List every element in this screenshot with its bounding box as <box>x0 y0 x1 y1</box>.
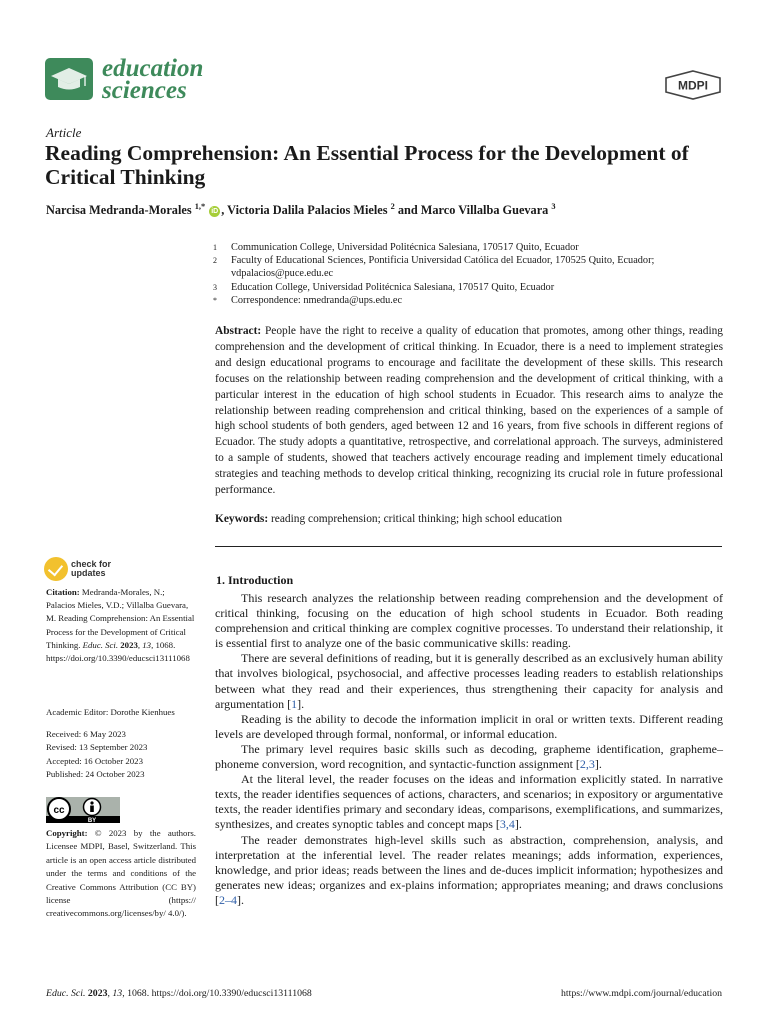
citation-label: Citation: <box>46 587 80 597</box>
date-published: Published: 24 October 2023 <box>46 768 145 779</box>
keywords-text: reading comprehension; critical thinking; high school education <box>271 513 563 525</box>
check-updates-label <box>71 560 111 579</box>
citation-link[interactable]: 3,4 <box>499 817 515 832</box>
journal-name-line2: sciences <box>102 77 187 104</box>
footer-volume: 13 <box>112 988 123 999</box>
citation-block: Citation: Medranda-Morales, N.; Palacios Mieles, V.D.; Villalba Guevara, M. Reading Comprehension: An Essential Process for the Development of Critical Thinking. Educ. Sci. 2023, 13, 1068. https://doi.org/10.3390/educsci13111068 <box>46 587 195 664</box>
affiliation-mark: * <box>213 295 217 305</box>
section-heading: 1. Introduction <box>216 573 294 587</box>
journal-logo-icon <box>45 58 93 100</box>
citation-text: Medranda-Morales, N.; Palacios Mieles, V.D.; Villalba Guevara, M. Reading Comprehension: An Essential Process for the Development of Critical Thinking. <box>46 587 195 650</box>
affiliation-mark: 2 <box>213 256 217 266</box>
keywords-label: Keywords: <box>215 513 269 525</box>
checkmark-icon <box>44 557 68 581</box>
date-accepted: Accepted: 16 October 2023 <box>46 755 143 766</box>
citation-link[interactable]: 2,3 <box>579 757 595 772</box>
body-paragraph: The primary level requires basic skills such as decoding, grapheme identification, grapheme–phoneme conversion, word recognition, and syntactic-function assignment [2,3]. <box>215 741 723 772</box>
academic-editor: Academic Editor: Dorothe Kienhues <box>46 707 175 717</box>
footer-doi[interactable]: , 1068. https://doi.org/10.3390/educsci13111068 <box>122 988 312 999</box>
cc-text: cc <box>53 805 65 816</box>
citation-year: 2023 <box>120 639 138 650</box>
citation-doi[interactable]: 1068. https://doi.org/10.3390/educsci13111068 <box>46 639 190 664</box>
publication-dates <box>46 728 147 781</box>
body-paragraph: Reading is the ability to decode the information implicit in oral or written texts. Different reading levels are developed through formal, nonformal, or informal education. <box>215 711 723 741</box>
affiliation-text: Education College, Universidad Politécnica Salesiana, 170517 Quito, Ecuador <box>231 281 555 293</box>
body-text <box>215 591 723 908</box>
journal-name-line1: education <box>102 55 204 82</box>
article-title: Reading Comprehension: An Essential Process for the Development of Critical Thinking <box>45 141 689 189</box>
body-paragraph: The reader demonstrates high-level skills such as abstraction, comprehension, analysis, and interpretation at the inferential level. The reader relates meanings; adds information, experiences, knowledge, and prior ideas; reads between the lines and de-duces implicit information; hypothesizes and generates new ideas; organizes and ex-plains information; appropriates meaning; and draws conclusions [2–4]. <box>215 832 723 907</box>
paragraph-text: At the literal level, the reader focuses on the ideas and information explicitly stated. In narrative texts, the reader identifies sequences of actions, characters, and scenarios; in expository or argumentative texts, the reader identifies primary and secondary ideas, comparisons, exemplifications, and summarizes, synthesizes, and creates synoptic tables and concept maps [ <box>215 772 723 832</box>
article-type: Article <box>46 125 82 140</box>
affiliation-item <box>213 241 723 254</box>
publisher-logo-text: MDPI <box>678 78 708 93</box>
abstract-text: People have the right to receive a quality of education that promotes, among other things, reading comprehension and the development of critical thinking. In Ecuador, there is a need to implement strategies and design educational programs to encourage and facilitate the development of these skills. This research focuses on the relationship between reading comprehension and the development of critical thinking, with a particular interest in the education of high school students in Ecuador. This research aims to analyze the relationship between reading comprehension and critical thinking, based on the experiences of a sample of high school students of both genders, aged between 12 and 16 years, from five schools in different regions of Ecuador. The study adopts a quantitative, retrospective, and correlational approach. The surveys, administered to a sample of students, showed that teachers actively encourage reading and implement timely educational strategies and teaching methods to develop critical thinking, recognizing its crucial role in future professional performance. <box>215 325 723 497</box>
affiliation-text: Faculty of Educational Sciences, Pontificia Universidad Católica del Ecuador, 170525 Quito, Ecuador; vdpalacios@puce.edu.ec <box>231 255 655 280</box>
author-affiliation-mark: 1,* <box>194 201 206 211</box>
paragraph-text: The reader demonstrates high-level skills such as abstraction, comprehension, analysis, and interpretation at the inferential level. The reader relates meanings; adds information, experiences, knowledge, and prior ideas; reads between the lines and de-duces implicit information; hypothesizes and generates new ideas; organizes and ex-plains information; appropriates meaning; and draws conclusions [ <box>215 832 723 907</box>
author-name[interactable]: and Marco Villalba Guevara <box>394 203 549 217</box>
citation-volume: 13 <box>142 639 152 650</box>
section-divider <box>215 546 722 547</box>
paragraph-text: The primary level requires basic skills such as decoding, grapheme identification, grapheme–phoneme conversion, word recognition, and syntactic-function assignment [ <box>215 741 723 772</box>
affiliation-item <box>213 254 723 280</box>
author-affiliation-mark: 2 <box>390 201 395 211</box>
affiliation-list <box>213 241 723 307</box>
check-updates-line2: updates <box>71 568 106 578</box>
body-paragraph: This research analyzes the relationship between reading comprehension and the development of critical thinking, focusing on the education of high school students in Ecuador. Both reading comprehension and critical thinking are complex cognitive processes. To understand their relationship, it is essential first to analyze one of the basic communicative skills: reading. <box>215 591 723 651</box>
affiliation-text: Communication College, Universidad Politécnica Salesiana, 170517 Quito, Ecuador <box>231 242 579 253</box>
check-for-updates-button[interactable] <box>44 557 111 581</box>
journal-name <box>102 55 204 104</box>
footer-year: 2023 <box>87 988 108 999</box>
footer-journal-url[interactable]: https://www.mdpi.com/journal/education <box>561 988 722 999</box>
author-affiliation-mark: 3 <box>551 201 556 211</box>
affiliation-text: Correspondence: nmedranda@ups.edu.ec <box>231 294 403 306</box>
check-updates-line1: check for <box>71 558 112 569</box>
abstract-label: Abstract: <box>215 325 262 337</box>
author-list <box>46 203 556 218</box>
date-revised: Revised: 13 September 2023 <box>46 742 148 753</box>
keywords <box>215 513 723 525</box>
author-name[interactable]: , Victoria Dalila Palacios Mieles <box>221 203 388 217</box>
affiliation-item <box>213 281 723 294</box>
date-received: Received: 6 May 2023 <box>46 729 126 739</box>
cc-by-license-icon[interactable] <box>46 797 120 823</box>
body-paragraph: There are several definitions of reading, but it is generally described as an exclusively human ability that involves biological, psychosocial, and affective processes leading readers to establish relationships between what they read and their experiences, thus strengthening their capacity for analysis and argumentation [1]. <box>215 651 723 711</box>
copyright-notice <box>46 827 196 921</box>
orcid-icon[interactable]: iD <box>211 208 219 215</box>
affiliation-mark: 1 <box>213 243 217 252</box>
by-text: BY <box>87 818 97 823</box>
paragraph-text: There are several definitions of reading, but it is generally described as an exclusively human ability that involves biological, psychosocial, and affective processes leading readers to establish relationships between what they read and their experiences, thus strengthening their capacity for analysis and argumentation [ <box>215 651 723 711</box>
abstract <box>215 324 723 499</box>
copyright-label: Copyright: <box>46 828 88 838</box>
footer-citation: Educ. Sci. 2023, 13, 1068. https://doi.org/10.3390/educsci13111068 <box>46 988 312 999</box>
citation-link[interactable]: 2–4 <box>219 892 237 907</box>
citation-link[interactable]: 1 <box>291 696 298 711</box>
affiliation-mark: 3 <box>213 282 217 292</box>
affiliation-item <box>213 294 723 307</box>
mdpi-logo-icon <box>664 70 722 100</box>
citation-journal: Educ. Sci. <box>82 639 119 650</box>
copyright-text: © 2023 by the authors. Licensee MDPI, Basel, Switzerland. This article is an open access article distributed under the terms and conditions of the Creative Commons Attribution (CC BY) license (https:// creativecommons.org/licenses/by/ 4.0/). <box>46 828 196 919</box>
body-paragraph: At the literal level, the reader focuses on the ideas and information explicitly stated. In narrative texts, the reader identifies sequences of actions, characters, and scenarios; in expository or argumentative texts, the reader identifies primary and secondary ideas, comparisons, exemplifications, and summarizes, synthesizes, and creates synoptic tables and concept maps [3,4]. <box>215 772 723 832</box>
footer-journal: Educ. Sci. <box>46 988 86 999</box>
author-name[interactable]: Narcisa Medranda-Morales <box>46 203 192 217</box>
